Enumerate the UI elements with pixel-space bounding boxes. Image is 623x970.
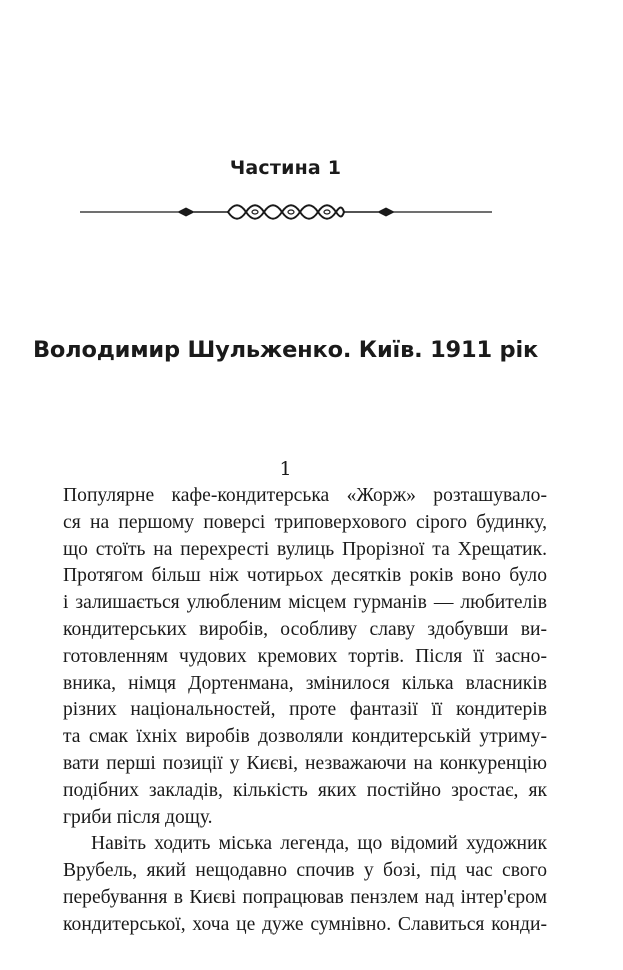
- body-text: [63, 483, 547, 939]
- text-line: та смак їхніх виробів дозволяли кондитерській утриму-: [63, 726, 547, 748]
- text-line: різних національностей, проте фантазії її кондитерів: [63, 699, 547, 721]
- decorative-divider-ornament: [80, 200, 492, 224]
- text-line: ся на першому поверсі триповерхового сірого будинку,: [63, 511, 547, 533]
- text-line: що стоїть на перехресті вулиць Прорізної та Хрещатик.: [63, 538, 547, 560]
- text-line: і залишається улюбленим місцем гурманів — любителів: [63, 592, 547, 614]
- chapter-title: Володимир Шульженко. Київ. 1911 рік: [32, 337, 539, 363]
- text-line: перебування в Києві попрацював пензлем над інтер'єром: [63, 886, 547, 908]
- paragraph: [63, 483, 547, 831]
- text-line: вати перші позиції у Києві, незважаючи на конкуренцію: [63, 752, 547, 774]
- text-line: Популярне кафе-кондитерська «Жорж» розташувало-: [63, 485, 547, 506]
- text-line: готовленням чудових кремових тортів. Після її засно-: [63, 645, 547, 667]
- text-line: вника, німця Дортенмана, змінилося кілька власників: [63, 672, 547, 694]
- text-line: Навіть ходить міська легенда, що відомий художник: [91, 833, 547, 855]
- section-number: 1: [279, 458, 292, 480]
- paragraph: [63, 831, 547, 938]
- text-line: подібних закладів, кількість яких постійно зростає, як: [63, 779, 547, 801]
- text-line: кондитерської, хоча це дуже сумнівно. Славиться конди-: [63, 913, 547, 935]
- text-line: кондитерських виробів, особливу славу здобувши ви-: [63, 618, 547, 640]
- text-line: Протягом більш ніж чотирьох десятків років воно було: [63, 565, 547, 587]
- text-line: гриби після дощу.: [63, 806, 213, 828]
- text-line: Врубель, який нещодавно спочив у бозі, під час свого: [63, 860, 547, 882]
- part-title: Частина 1: [229, 157, 342, 179]
